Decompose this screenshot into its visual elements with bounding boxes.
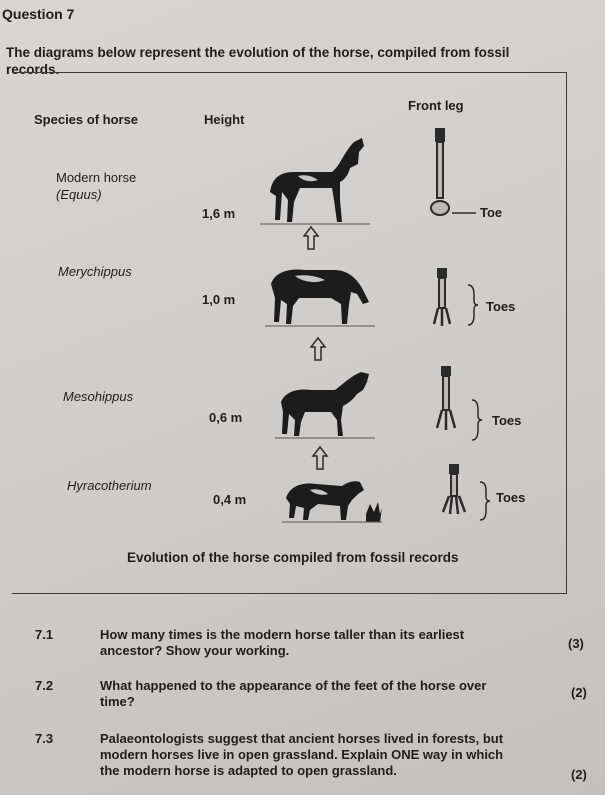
question-text-7-1-line2: ancestor? Show your working.	[100, 643, 290, 658]
question-number-7-1: 7.1	[35, 627, 54, 642]
leg-bone-icon	[428, 268, 458, 328]
question-number-7-2: 7.2	[35, 678, 54, 693]
species-altname-modern: (Equus)	[56, 187, 102, 202]
horse-silhouette-icon	[265, 260, 375, 330]
leg-label-mesohippus: Toes	[492, 413, 522, 428]
species-name-modern: Modern horse	[56, 170, 137, 185]
up-arrow-icon	[310, 337, 326, 361]
brace-icon	[470, 398, 484, 442]
header-front-leg: Front leg	[408, 98, 464, 113]
header-height: Height	[204, 112, 245, 127]
question-text-7-3-line2: modern horses live in open grassland. Explain ONE way in which	[100, 747, 504, 762]
question-number-7-3: 7.3	[35, 731, 54, 746]
leg-label-modern: Toe	[480, 205, 503, 220]
brace-icon	[466, 283, 480, 327]
header-species: Species of horse	[34, 112, 139, 127]
horse-silhouette-icon	[275, 368, 375, 440]
question-text-7-3-line3: the modern horse is adapted to open grassland.	[100, 763, 397, 778]
leg-bone-icon	[440, 464, 470, 516]
question-text-7-3-line1: Palaeontologists suggest that ancient horses lived in forests, but	[100, 731, 504, 746]
question-text-7-1-line1: How many times is the modern horse taller than its earliest	[100, 627, 465, 642]
species-name-mesohippus: Mesohippus	[63, 389, 134, 404]
species-name-merychippus: Merychippus	[58, 264, 132, 279]
question-marks-7-1: (3)	[568, 636, 584, 651]
leg-bone-icon	[432, 366, 462, 432]
brace-icon	[478, 480, 492, 522]
leg-label-merychippus: Toes	[486, 299, 516, 314]
leg-bone-icon	[425, 128, 455, 220]
horse-silhouette-icon	[260, 130, 370, 230]
height-hyracotherium: 0,4 m	[213, 492, 247, 507]
horse-silhouette-icon	[282, 470, 382, 526]
up-arrow-icon	[303, 226, 319, 250]
intro-text: The diagrams below represent the evolution of the horse, compiled from fossil records.	[6, 45, 510, 77]
question-text-7-2-line2: time?	[100, 694, 135, 709]
question-marks-7-3: (2)	[571, 767, 587, 782]
height-mesohippus: 0,6 m	[209, 410, 243, 425]
question-text-7-2-line1: What happened to the appearance of the feet of the horse over	[100, 678, 487, 693]
height-merychippus: 1,0 m	[202, 292, 236, 307]
toe-pointer-line	[452, 210, 478, 216]
question-title: Question 7	[2, 6, 75, 22]
height-modern: 1,6 m	[202, 206, 236, 221]
leg-label-hyracotherium: Toes	[496, 490, 526, 505]
species-name-hyracotherium: Hyracotherium	[67, 478, 152, 493]
diagram-caption: Evolution of the horse compiled from fossil records	[127, 550, 459, 565]
question-marks-7-2: (2)	[571, 685, 587, 700]
up-arrow-icon	[312, 446, 328, 470]
